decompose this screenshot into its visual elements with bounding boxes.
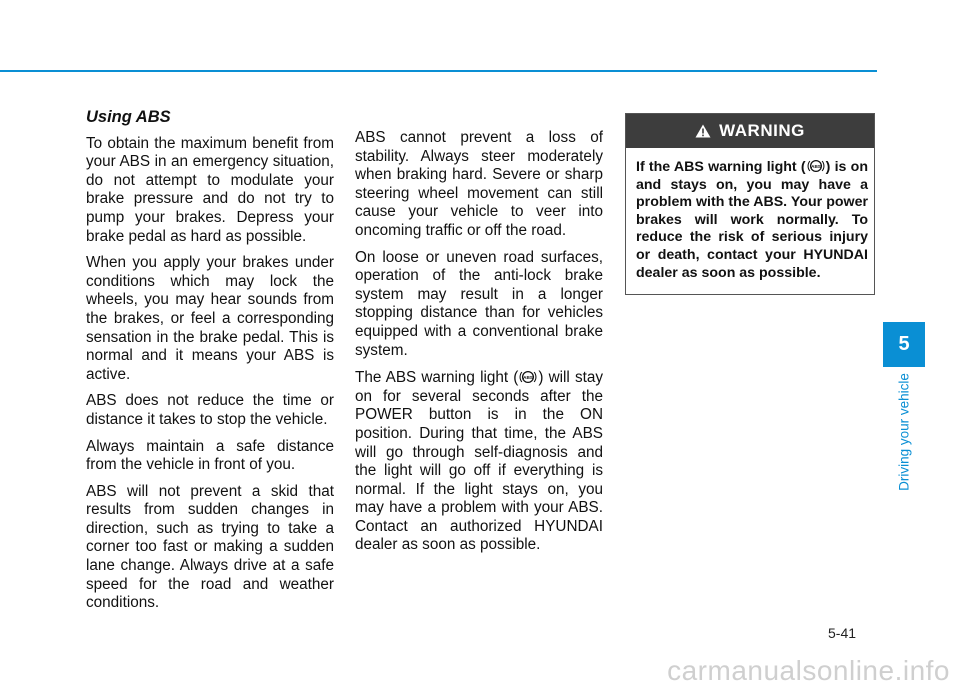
abs-icon-label: ABS — [810, 163, 821, 169]
watermark: carmanualsonline.info — [667, 655, 950, 686]
middle-column — [355, 129, 603, 563]
warning-box — [625, 113, 875, 295]
paragraph: Always maintain a safe distance from the vehicle in front of you. — [86, 437, 334, 474]
warning-body — [626, 148, 874, 282]
paragraph: To obtain the maximum benefit from your ABS in an emergency situation, do not attempt to modulate your brake pressure and do not try to pump your brakes. Depress your brake pedal as hard as possible. — [86, 134, 334, 245]
text-segment: The ABS warning light ( — [355, 369, 519, 387]
text-segment: If the ABS warning light ( — [636, 159, 806, 175]
page-number: 5-41 — [828, 625, 857, 641]
paragraph: ABS does not reduce the time or distance it takes to stop the vehicle. — [86, 392, 334, 428]
text-segment: ) will stay on for several seconds after the POWER button is in the ON position. During that time, the ABS will go through self-diagnosis and the light will go off if everything is normal. If the light stays on, you may have a problem with your ABS. Contact an authorized HYUNDAI dealer as soon as possible. — [355, 369, 603, 554]
chapter-number-tab: 5 — [883, 322, 925, 367]
text-segment: ) is on and stays on, you may have a problem with the ABS. Your power brakes will work normally. To reduce the risk of serious injury or death, contact your HYUNDAI dealer as soon as possible. — [636, 159, 868, 281]
abs-warning-light-icon — [519, 368, 537, 386]
paragraph-abs-light — [355, 368, 603, 555]
abs-warning-light-icon — [807, 157, 825, 175]
paragraph: ABS cannot prevent a loss of stability. Always steer moderately when braking hard. Severe or sharp steering wheel movement can still cause your vehicle to veer into oncoming traffic or off the road. — [355, 129, 603, 239]
warning-triangle-icon — [695, 124, 711, 138]
paragraph: On loose or uneven road surfaces, operation of the anti-lock brake system may result in a longer stopping distance than for vehicles equipped with a conventional brake system. — [355, 248, 603, 359]
abs-icon-label: ABS — [523, 375, 534, 381]
header-rule — [0, 70, 877, 72]
warning-header — [626, 114, 874, 148]
section-heading: Using ABS — [86, 108, 171, 126]
chapter-title: Driving your vehicle — [896, 373, 912, 491]
paragraph: ABS will not prevent a skid that results from sudden changes in direction, such as trying to take a corner too fast or making a sudden lane change. Always drive at a safe speed for the road and weather conditions. — [86, 482, 334, 612]
left-column — [86, 108, 334, 621]
warning-title: WARNING — [719, 121, 805, 140]
paragraph: When you apply your brakes under conditions which may lock the wheels, you may hear sounds from the brakes, or feel a corresponding sensation in the brake pedal. This is normal and it means your ABS is active. — [86, 254, 334, 383]
